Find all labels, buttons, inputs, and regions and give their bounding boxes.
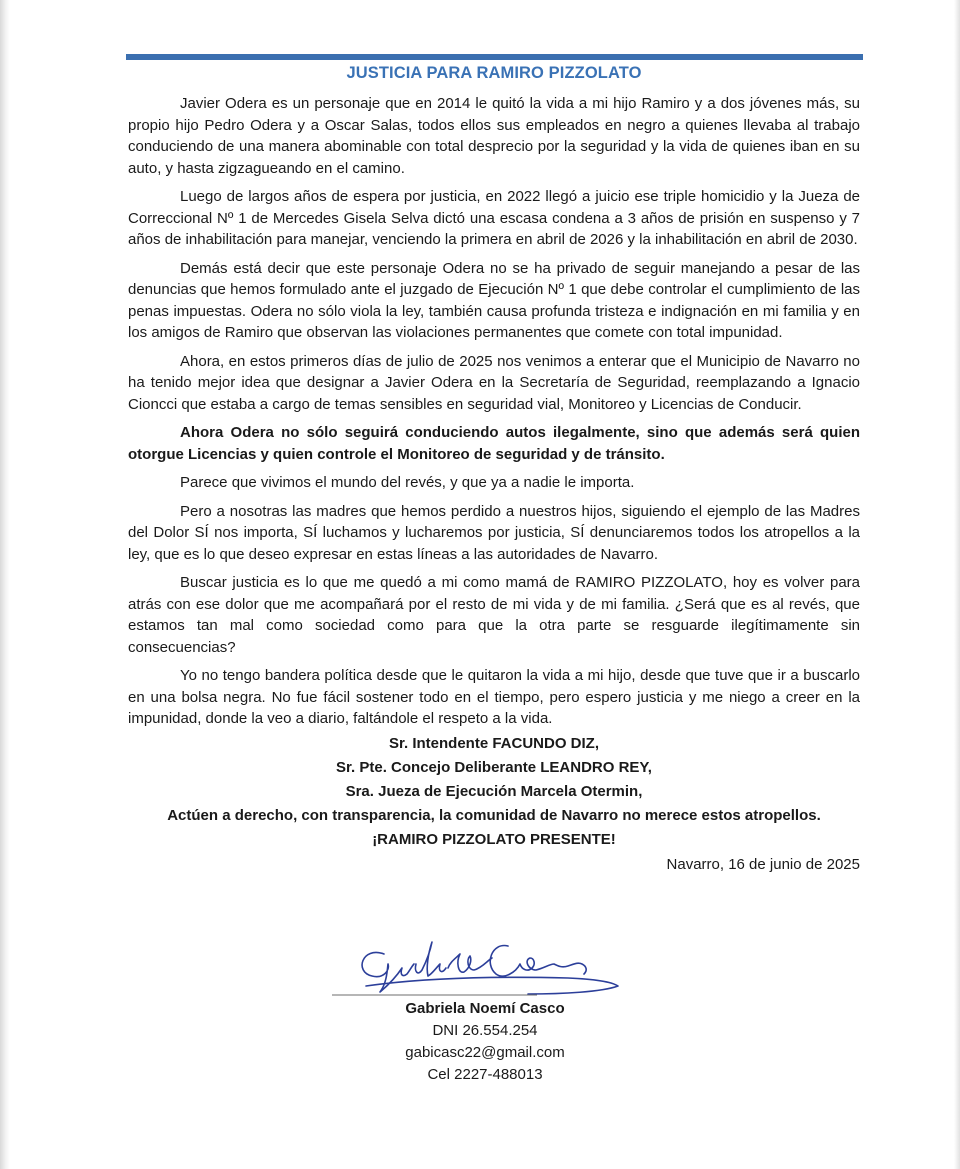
closing-slogan: ¡RAMIRO PIZZOLATO PRESENTE! (372, 830, 616, 848)
addressees-block (128, 732, 860, 852)
paragraph-emphasis: Ahora Odera no sólo seguirá conduciendo autos ilegalmente, sino que además será quien otorgue Licencias y quien controle el Monitoreo de seguridad y de tránsito. (128, 424, 860, 463)
signer-name: Gabriela Noemí Casco (405, 1000, 565, 1017)
page-edge-shadow (0, 0, 10, 1169)
signer-block (340, 998, 630, 1086)
paragraph: Luego de largos años de espera por justicia, en 2022 llegó a juicio ese triple homicidio y la Jueza de Correccional Nº 1 de Mercedes Gisela Selva dictó una escasa condena a 3 años de prisión en suspenso y 7 años de inhabilitación para manejar, venciendo la primera en abril de 2026 y la inhabilitación en abril de 2030. (128, 188, 860, 248)
addressee-line: Sra. Jueza de Ejecución Marcela Otermin, (345, 782, 643, 800)
signer-email: gabicasc22@gmail.com (405, 1044, 565, 1061)
paragraph: Yo no tengo bandera política desde que le quitaron la vida a mi hijo, desde que tuve que ir a buscarlo en una bolsa negra. No fue fácil sostener todo en el tiempo, pero espero justicia y me niego a creer en la impunidad, donde la veo a diario, faltándole el respeto a la vida. (128, 667, 860, 727)
letter-date: Navarro, 16 de junio de 2025 (666, 855, 860, 873)
letter-title: JUSTICIA PARA RAMIRO PIZZOLATO (346, 64, 642, 82)
handwritten-signature (332, 924, 632, 1004)
paragraph: Ahora, en estos primeros días de julio de 2025 nos venimos a enterar que el Municipio de Navarro no ha tenido mejor idea que designar a Javier Odera en la Secretaría de Seguridad, reemplazando a Ignacio Cioncci que estaba a cargo de temas sensibles en seguridad vial, Monitoreo y Licencias de Conducir. (128, 352, 860, 413)
signer-dni: DNI 26.554.254 (432, 1022, 538, 1039)
signature-drawing (332, 924, 632, 1004)
paragraph: Parece que vivimos el mundo del revés, y que ya a nadie le importa. (180, 474, 635, 491)
header-rule (126, 54, 863, 60)
addressee-line: Sr. Pte. Concejo Deliberante LEANDRO REY, (336, 758, 652, 776)
addressee-line: Sr. Intendente FACUNDO DIZ, (388, 734, 599, 752)
letter-body (128, 64, 860, 873)
signer-phone: Cel 2227-488013 (427, 1066, 543, 1083)
paragraph: Demás está decir que este personaje Odera no se ha privado de seguir manejando a pesar de las denuncias que hemos formulado ante el juzgado de Ejecución Nº 1 que debe controlar el cumplimiento de las penas impuestas. Odera no sólo viola la ley, también causa profunda tristeza e indignación en mi familia y en los amigos de Ramiro que observan las violaciones permanentes que comete con total impunidad. (128, 259, 860, 341)
paragraph: Javier Odera es un personaje que en 2014 le quitó la vida a mi hijo Ramiro y a dos jóvenes más, su propio hijo Pedro Odera y a Oscar Salas, todos ellos sus empleados en negro a quienes llevaba al trabajo conduciendo de una manera abominable con total desprecio por la seguridad y la vida de quienes iban en su auto, y hasta zigzagueando en el camino. (128, 95, 860, 177)
addressee-line: Actúen a derecho, con transparencia, la comunidad de Navarro no merece estos atropellos. (167, 806, 821, 824)
page-edge-shadow-right (954, 0, 960, 1169)
paragraph: Pero a nosotras las madres que hemos perdido a nuestros hijos, siguiendo el ejemplo de las Madres del Dolor SÍ nos importa, SÍ luchamos y lucharemos por justicia, SÍ denunciaremos todos los atropellos a la ley, que es lo que deseo expresar en estas líneas a las autoridades de Navarro. (128, 502, 860, 563)
paragraph: Buscar justicia es lo que me quedó a mi como mamá de RAMIRO PIZZOLATO, hoy es volver para atrás con ese dolor que me acompañará por el resto de mi vida y de mi familia. ¿Será que es al revés, que estamos tan mal como sociedad como para que la otra parte se resguarde ilegítimamente sin consecuencias? (128, 574, 860, 656)
